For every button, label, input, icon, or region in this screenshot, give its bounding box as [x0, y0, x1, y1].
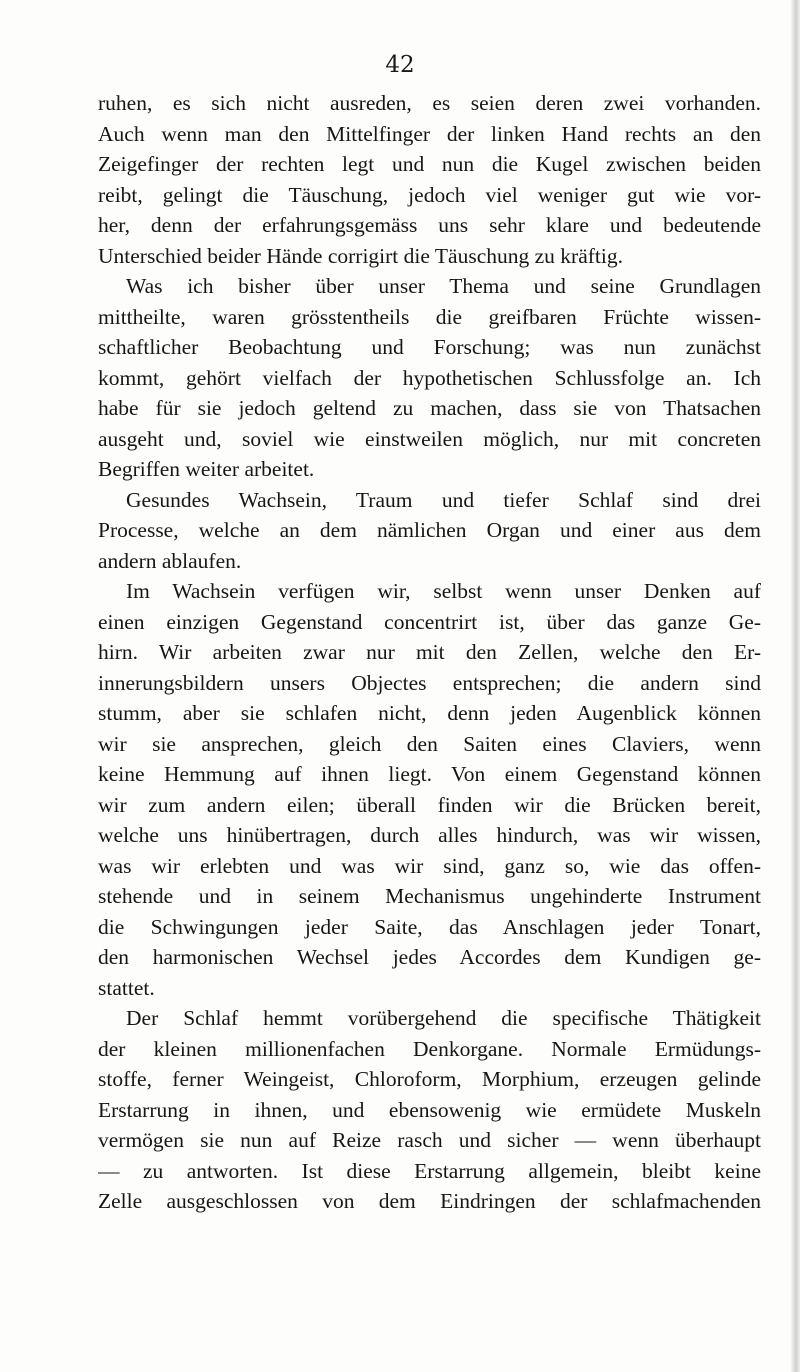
text-line: stumm, aber sie schlafen nicht, denn jeden Augenblick können [98, 701, 761, 725]
text-line: Begriffen weiter arbeitet. [98, 457, 315, 481]
page-number: 42 [385, 52, 415, 78]
text-line: Auch wenn man den Mittelfinger der linken Hand rechts an den [98, 121, 761, 146]
text-line: mittheilte, waren grösstentheils die greifbaren Früchte wissen- [98, 304, 761, 329]
body-text [98, 88, 761, 1217]
text-line: Processe, welche an dem nämlichen Organ und einer aus dem [98, 518, 761, 542]
text-line: reibt, gelingt die Täuschung, jedoch viel weniger gut wie vor- [98, 182, 761, 207]
text-line: Was ich bisher über unser Thema und seine Grundlagen [126, 274, 761, 298]
text-line: ruhen, es sich nicht ausreden, es seien deren zwei vorhanden. [98, 91, 761, 115]
text-line: Zelle ausgeschlossen von dem Eindringen der schlafmachenden [98, 1189, 761, 1213]
text-line: habe für sie jedoch geltend zu machen, dass sie von Thatsachen [98, 396, 761, 420]
text-line: welche uns hinübertragen, durch alles hindurch, was wir wissen, [98, 823, 761, 847]
text-line: — zu antworten. Ist diese Erstarrung allgemein, bleibt keine [98, 1158, 761, 1183]
text-line: den harmonischen Wechsel jedes Accordes dem Kundigen ge- [98, 945, 761, 969]
text-line: was wir erlebten und was wir sind, ganz so, wie das offen- [98, 853, 761, 878]
text-line: einen einzigen Gegenstand concentrirt ist, über das ganze Ge- [98, 609, 761, 634]
text-line: her, denn der erfahrungsgemäss uns sehr klare und bedeutende [98, 213, 761, 237]
text-line: Zeigefinger der rechten legt und nun die Kugel zwischen beiden [98, 152, 761, 176]
text-line: schaftlicher Beobachtung und Forschung; was nun zunächst [98, 335, 761, 359]
text-line: hirn. Wir arbeiten zwar nur mit den Zellen, welche den Er- [98, 640, 761, 664]
text-line: andern ablaufen. [98, 548, 242, 573]
text-line: kommt, gehört vielfach der hypothetischen Schlussfolge an. Ich [98, 365, 761, 390]
text-line: Der Schlaf hemmt vorübergehend die specifische Thätigkeit [126, 1006, 761, 1030]
text-line: der kleinen millionenfachen Denkorgane. Normale Ermüdungs- [98, 1036, 761, 1061]
text-line: Im Wachsein verfügen wir, selbst wenn unser Denken auf [126, 579, 761, 603]
text-line: Gesundes Wachsein, Traum und tiefer Schlaf sind drei [126, 487, 761, 512]
text-line: stoffe, ferner Weingeist, Chloroform, Morphium, erzeugen gelinde [98, 1067, 761, 1091]
text-line: vermögen sie nun auf Reize rasch und sicher — wenn überhaupt [98, 1128, 761, 1152]
text-line: stehende und in seinem Mechanismus ungehinderte Instrument [98, 884, 761, 908]
text-line: Erstarrung in ihnen, und ebensowenig wie ermüdete Muskeln [98, 1097, 761, 1122]
text-line: ausgeht und, soviel wie einstweilen möglich, nur mit concreten [98, 426, 761, 451]
text-line: die Schwingungen jeder Saite, das Anschlagen jeder Tonart, [98, 914, 761, 939]
text-line: keine Hemmung auf ihnen liegt. Von einem Gegenstand können [98, 762, 761, 786]
text-line: stattet. [98, 975, 155, 1000]
text-line: innerungsbildern unsers Objectes entsprechen; die andern sind [98, 670, 761, 695]
text-line: Unterschied beider Hände corrigirt die Täuschung zu kräftig. [98, 243, 623, 268]
text-line: wir zum andern eilen; überall finden wir die Brücken bereit, [98, 792, 761, 817]
text-line: wir sie ansprechen, gleich den Saiten eines Claviers, wenn [98, 731, 761, 756]
page-edge-shadow [790, 0, 800, 1372]
